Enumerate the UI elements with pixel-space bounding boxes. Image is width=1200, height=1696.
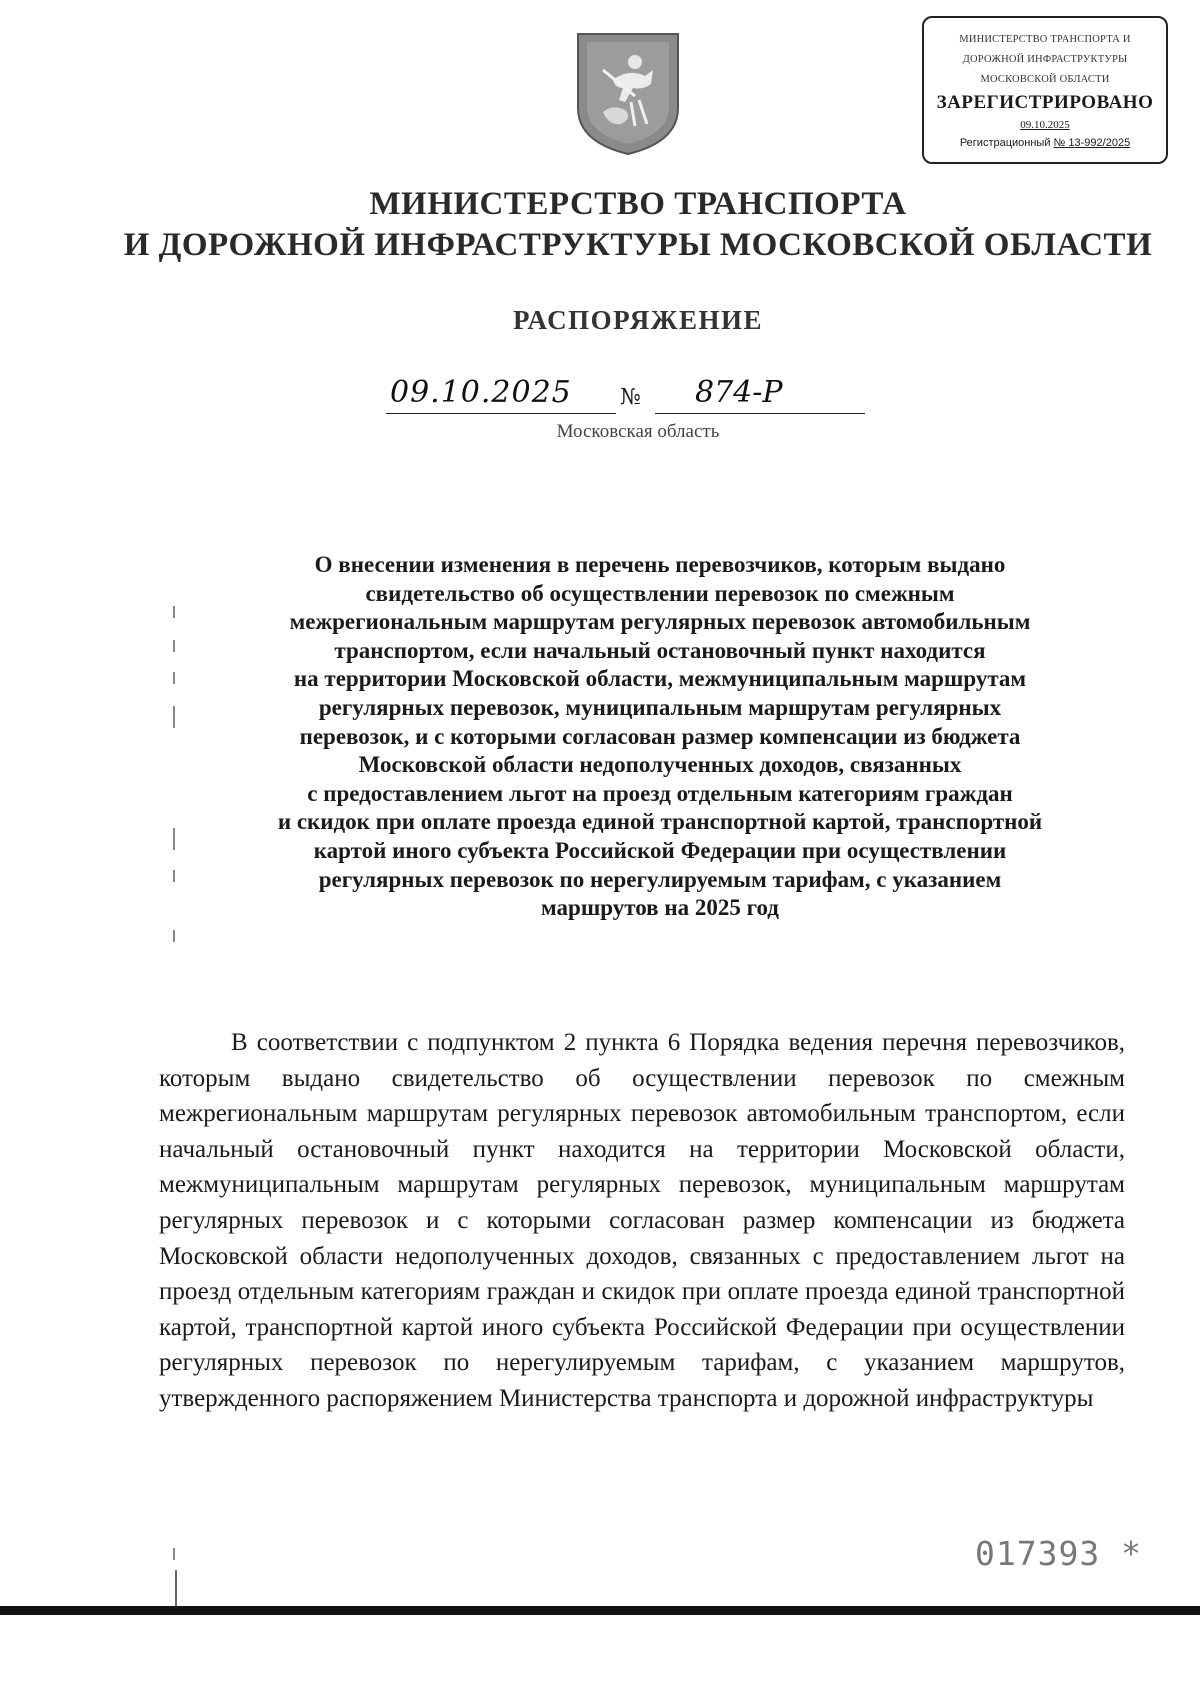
title-line: Московской области недополученных доходов, связанных: [358, 752, 962, 778]
stamp-date: 09.10.2025: [1020, 119, 1070, 131]
title-line: с предоставлением льгот на проезд отдельным категориям граждан: [307, 780, 1013, 806]
margin-tick: [173, 870, 175, 882]
place-of-issue: Московская область: [556, 421, 720, 442]
stamp-org-line: МИНИСТЕРСТВО ТРАНСПОРТА И: [959, 34, 1131, 45]
title-line: свидетельство об осуществлении перевозок по смежным: [365, 580, 955, 606]
handwritten-date: 09.10.2025: [390, 375, 572, 410]
stamp-org-line: МОСКОВСКОЙ ОБЛАСТИ: [980, 74, 1110, 85]
ministry-name-line-2: И ДОРОЖНОЙ ИНФРАСТРУКТУРЫ МОСКОВСКОЙ ОБЛАСТИ: [123, 227, 1153, 263]
margin-tick: [173, 930, 175, 942]
title-line: маршрутов на 2025 год: [541, 895, 779, 921]
registration-stamp: [922, 16, 1168, 164]
margin-tick: [173, 1548, 175, 1560]
ministry-name-line-1: МИНИСТЕРСТВО ТРАНСПОРТА: [369, 186, 907, 222]
margin-tick: [173, 606, 175, 618]
document-title: [190, 551, 1130, 923]
number-sign: №: [620, 385, 641, 410]
title-line: и скидок при оплате проезда единой транспортной картой, транспортной: [277, 809, 1043, 835]
number-underline: [655, 413, 865, 414]
margin-tick: [173, 828, 175, 850]
handwritten-number: 874-Р: [695, 375, 783, 410]
title-line: перевозок, и с которыми согласован размер компенсации из бюджета: [299, 723, 1021, 749]
margin-tick: [173, 640, 175, 652]
scan-artifact: [175, 1570, 177, 1608]
coat-of-arms-emblem: [573, 30, 683, 158]
title-line: регулярных перевозок по нерегулируемым тарифам, с указанием: [318, 866, 1002, 892]
title-line: на территории Московской области, межмуниципальным маршрутам: [293, 666, 1027, 692]
stamp-reg-number: № 13-992/2025: [1053, 137, 1131, 149]
date-number-row: [380, 375, 900, 419]
title-line: О внесении изменения в перечень перевозчиков, которым выдано: [314, 552, 1006, 577]
title-line: межрегиональным маршрутам регулярных перевозок автомобильным: [289, 609, 1031, 635]
title-line: транспортом, если начальный остановочный пункт находится: [334, 637, 986, 663]
document-type-heading: РАСПОРЯЖЕНИЕ: [512, 305, 764, 335]
title-line: регулярных перевозок, муниципальным маршрутам регулярных: [318, 694, 1002, 720]
stamp-org-line: ДОРОЖНОЙ ИНФРАСТРУКТУРЫ: [962, 54, 1128, 65]
stamp-status: ЗАРЕГИСТРИРОВАНО: [936, 92, 1154, 113]
page-counter: 017393 *: [975, 1534, 1142, 1573]
margin-tick: [173, 672, 175, 684]
date-underline: [386, 413, 616, 414]
stamp-reg-label: Регистрационный: [959, 137, 1051, 149]
margin-tick: [173, 706, 175, 728]
title-line: картой иного субъекта Российской Федерации при осуществлении: [313, 837, 1007, 863]
stamp-registration-number: [924, 137, 1166, 149]
body-paragraph: В соответствии с подпунктом 2 пункта 6 Порядка ведения перечня перевозчиков, которым выдано свидетельство об осуществлении перевозок по смежным межрегиональным маршрутам регулярных перевозок автомобильным транспортом, если начальный остановочный пункт находится на территории Московской области, межмуниципальным маршрутам регулярных перевозок, муниципальным маршрутам регулярных перевозок и с которыми согласован размер компенсации из бюджета Московской области недополученных доходов, связанных с предоставлением льгот на проезд отдельным категориям граждан и скидок при оплате проезда единой транспортной картой, транспортной картой иного субъекта Российской Федерации при осуществлении регулярных перевозок по нерегулируемым тарифам, с указанием маршрутов, утвержденного распоряжением Министерства транспорта и дорожной инфраструктуры: [159, 1029, 1125, 1412]
scan-bottom-edge: [0, 1606, 1200, 1615]
